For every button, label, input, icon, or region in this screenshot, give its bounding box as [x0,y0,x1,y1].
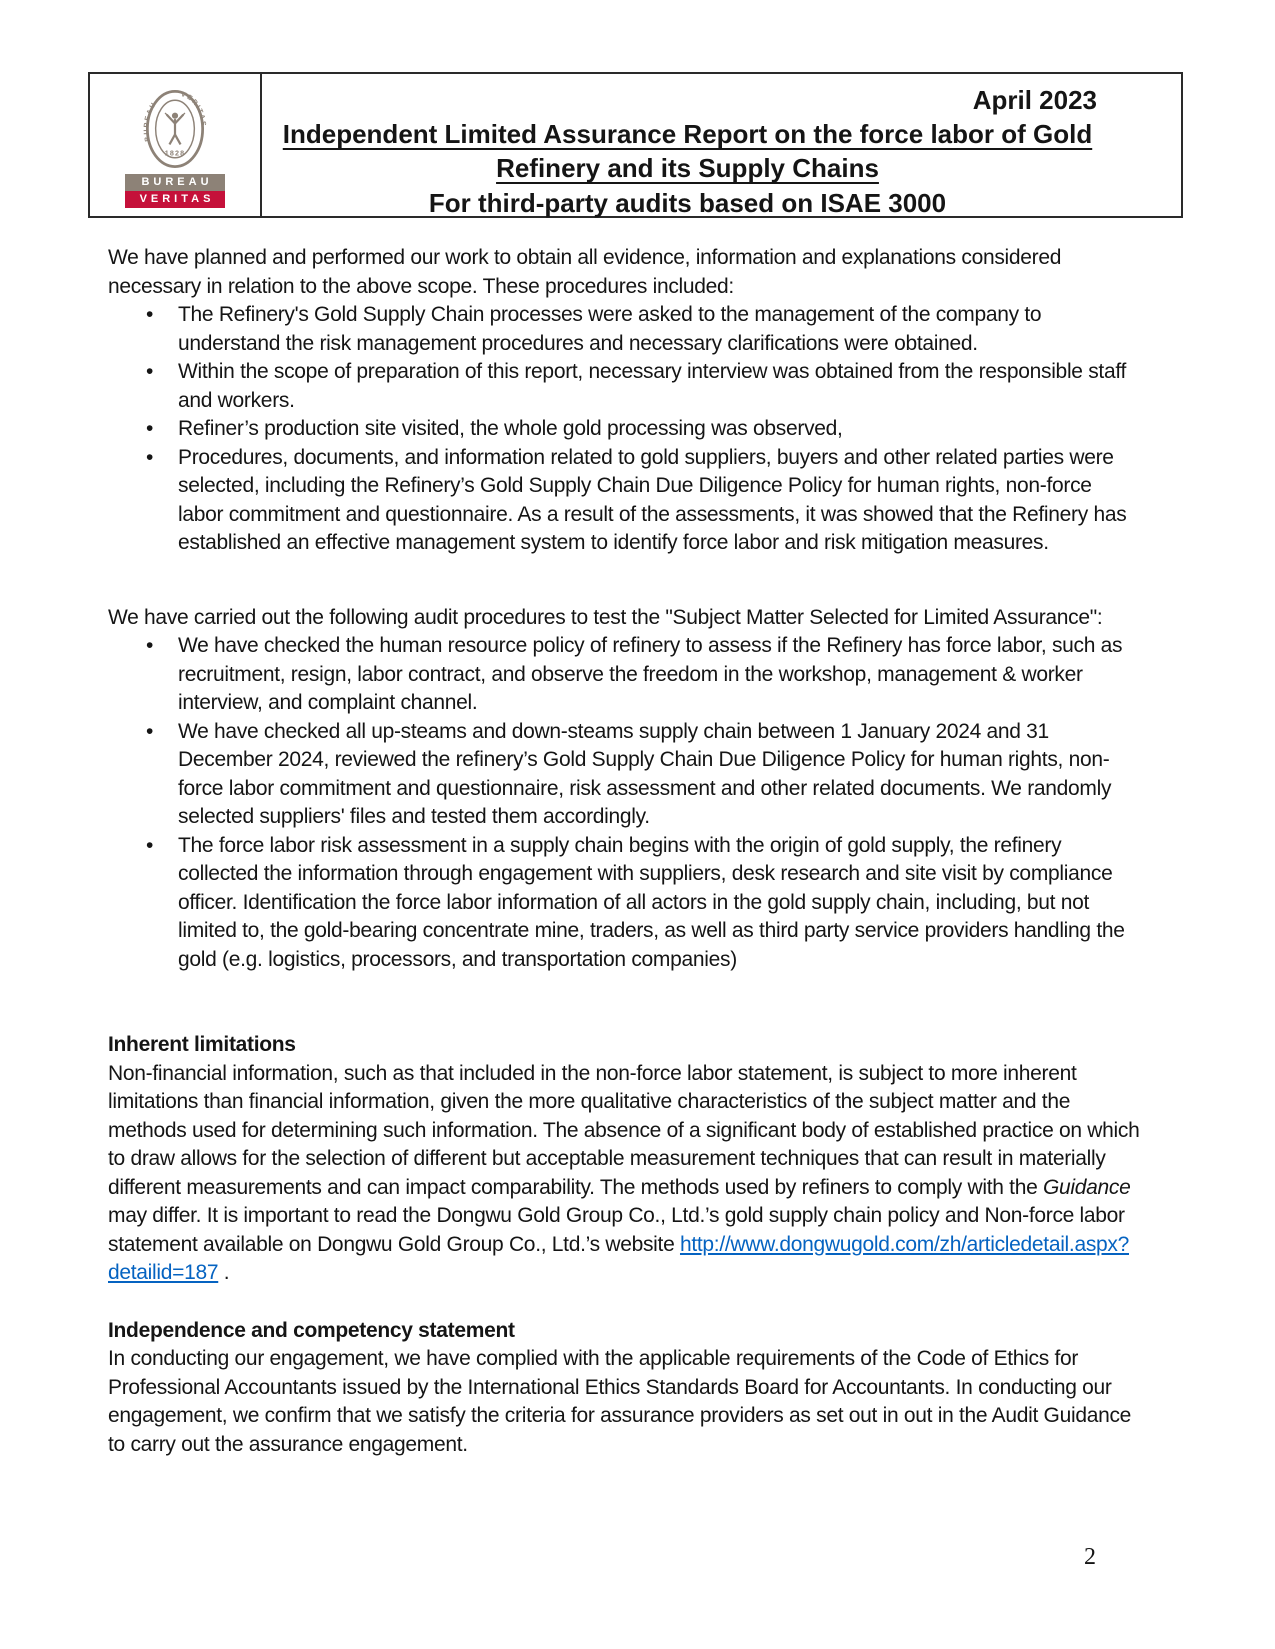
policy-hyperlink[interactable]: http://www.dongwugold.com/zh/articledetail.aspx?detailid=187 [108,1232,1129,1284]
logo-veritas-bar: VERITAS [125,191,225,208]
list-item: • The force labor risk assessment in a supply chain begins with the origin of gold supply, the refinery collected the information through engagement with suppliers, desk research and site visit by compliance officer. Identification the force labor information of all actors in the gold supply chain, including, but not limited to, the gold-bearing concentrate mine, traders, as well as third party service providers handling the gold (e.g. logistics, processors, and transportation companies) [108,832,1140,975]
audit-procedures-paragraph: We have carried out the following audit procedures to test the "Subject Matter Selected for Limited Assurance": [108,605,1103,629]
emblem-arc-right-text: VERITAS [179,90,207,128]
report-subtitle: For third-party audits based on ISAE 3000 [428,188,947,218]
list-item: • We have checked the human resource policy of refinery to assess if the Refinery has force labor, such as recruitment, resign, labor contract, and observe the freedom in the workshop, management & worker interview, and complaint channel. [108,632,1140,718]
emblem-year: 1828 [164,149,186,158]
list-item: • Refiner’s production site visited, the whole gold processing was observed, [108,415,1140,444]
bureau-veritas-emblem-icon [136,87,214,171]
report-header [88,72,1183,218]
paragraph-text: may differ. It is important to read the Dongwu Gold Group Co., Ltd.’s gold supply chain policy and Non-force labor statement available on Dongwu Gold Group Co., Ltd.’s website [108,1204,1125,1256]
report-title: Independent Limited Assurance Report on the force labor of Gold Refinery and its Supply Chains [282,119,1093,183]
procedures-list [108,301,1140,558]
guidance-term: Guidance [1043,1175,1131,1199]
page-number: 2 [1084,1544,1096,1570]
emblem-arc-left-text: BUREAU [143,100,159,142]
list-item: • Within the scope of preparation of this report, necessary interview was obtained from the responsible staff and workers. [108,358,1140,415]
independence-statement-heading: Independence and competency statement [108,1318,515,1342]
bureau-veritas-logo [90,74,262,216]
header-title-cell [262,74,1181,216]
independence-statement-paragraph: In conducting our engagement, we have complied with the applicable requirements of the Code of Ethics for Professional Accountants issued by the International Ethics Standards Board for Accountants. In conducting our engagement, we confirm that we satisfy the criteria for assurance providers as set out in out in the Audit Guidance to carry out the assurance engagement. [108,1347,1132,1456]
inherent-limitations-paragraph [108,1060,1140,1288]
inherent-limitations-heading: Inherent limitations [108,1033,296,1056]
list-item: • The Refinery's Gold Supply Chain processes were asked to the management of the company to understand the risk management procedures and necessary clarifications were obtained. [108,301,1140,358]
audit-procedures-list [108,632,1140,974]
paragraph-text: Non-financial information, such as that included in the non-force labor statement, is subject to more inherent limitations than financial information, given the more qualitative characteristics of the subject matter and the methods used for determining such information. The absence of a significant body of established practice on which to draw allows for the selection of different but acceptable measurement techniques that can result in materially different measurements and can impact comparability. The methods used by refiners to comply with the [108,1061,1140,1199]
paragraph-text: . [218,1261,230,1284]
intro-paragraph: We have planned and performed our work to obtain all evidence, information and explanations considered necessary in relation to the above scope. These procedures included: [108,246,1062,298]
emblem-figure-icon [165,112,185,144]
report-date: April 2023 [972,85,1097,115]
report-body [108,244,1140,1459]
logo-bureau-bar: BUREAU [125,174,225,191]
list-item: • We have checked all up-steams and down-steams supply chain between 1 January 2024 and 31 December 2024, reviewed the refinery’s Gold Supply Chain Due Diligence Policy for human rights, non-force labor commitment and questionnaire, risk assessment and other related documents. We randomly selected suppliers' files and tested them accordingly. [108,718,1140,832]
list-item: • Procedures, documents, and information related to gold suppliers, buyers and other related parties were selected, including the Refinery’s Gold Supply Chain Due Diligence Policy for human rights, non-force labor commitment and questionnaire. As a result of the assessments, it was showed that the Refinery has established an effective management system to identify force labor and risk mitigation measures. [108,444,1140,558]
